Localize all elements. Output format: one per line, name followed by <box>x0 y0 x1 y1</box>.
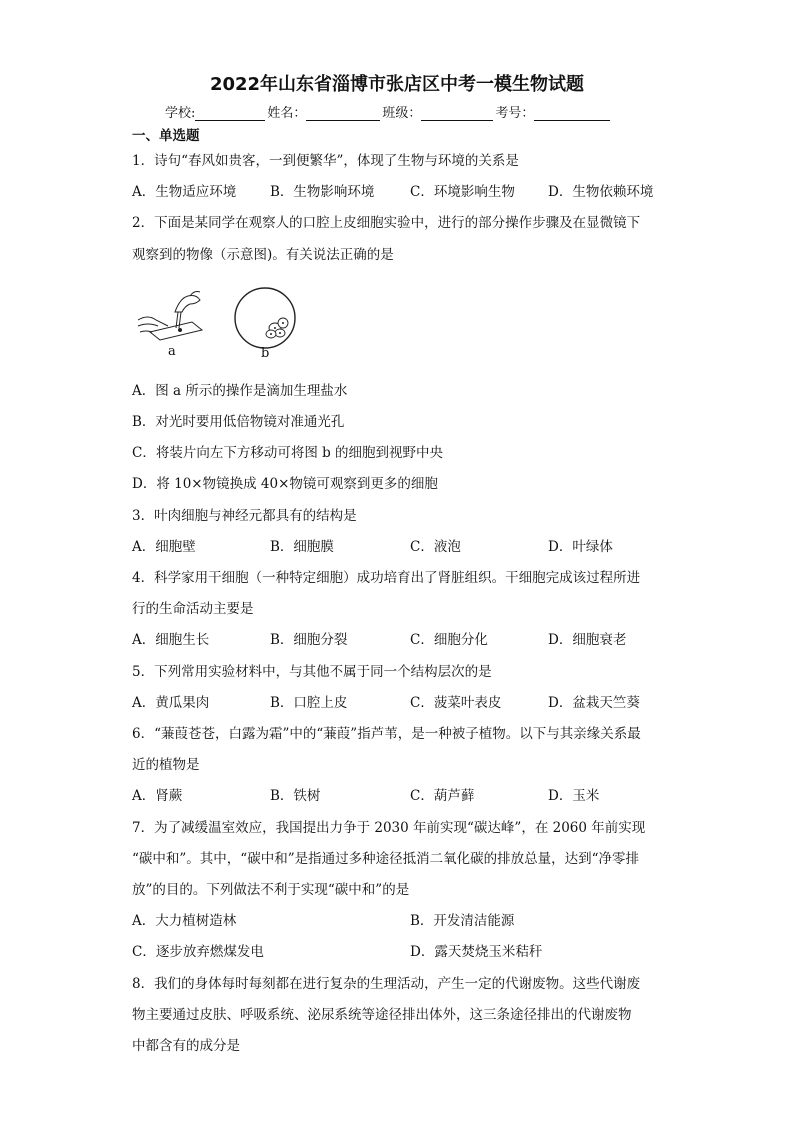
student-info-row <box>165 102 612 121</box>
q3-option-d[interactable]: D．叶绿体 <box>548 539 613 555</box>
q5-option-b[interactable]: B．口腔上皮 <box>270 695 348 711</box>
q2-option-c[interactable]: C．将装片向左下方移动可将图 b 的细胞到视野中央 <box>132 445 444 461</box>
q7-option-c[interactable]: C．逐步放弃燃煤发电 <box>132 944 264 960</box>
q5-option-d[interactable]: D．盆栽天竺葵 <box>548 695 640 711</box>
q2-figure <box>130 282 310 364</box>
q8-stem-line3: 中都含有的成分是 <box>132 1038 240 1054</box>
q3-option-c[interactable]: C．液泡 <box>410 539 461 555</box>
q7-option-a[interactable]: A．大力植树造林 <box>132 913 237 929</box>
q4-option-b[interactable]: B．细胞分裂 <box>270 632 348 648</box>
q4-stem-line2: 行的生命活动主要是 <box>132 601 254 617</box>
q4-option-c[interactable]: C．细胞分化 <box>410 632 488 648</box>
exam-no-blank[interactable] <box>534 106 610 121</box>
q5-option-c[interactable]: C．菠菜叶表皮 <box>410 695 502 711</box>
name-blank[interactable] <box>306 106 380 121</box>
q6-stem-line2: 近的植物是 <box>132 757 200 773</box>
school-label: 学校: <box>165 106 196 121</box>
q7-option-b[interactable]: B．开发清洁能源 <box>410 913 515 929</box>
q2-option-a[interactable]: A．图 a 所示的操作是滴加生理盐水 <box>132 383 348 399</box>
q2-stem-line2: 观察到的物像（示意图)。有关说法正确的是 <box>132 247 394 263</box>
figure-b-label: b <box>261 346 270 361</box>
q4-option-d[interactable]: D．细胞衰老 <box>548 632 627 648</box>
figure-a-label: a <box>168 344 176 359</box>
name-label: 姓名： <box>267 106 307 121</box>
q7-stem-line1: 7．为了减缓温室效应，我国提出力争于 2030 年前实现“碳达峰”，在 2060 年前实现 <box>132 820 646 836</box>
q2-stem-line1: 2．下面是某同学在观察人的口腔上皮细胞实验中，进行的部分操作步骤及在显微镜下 <box>132 215 641 231</box>
class-label: 班级： <box>382 106 422 121</box>
q1-option-d[interactable]: D．生物依赖环境 <box>548 184 654 200</box>
page-title: 2022年山东省淄博市张店区中考一模生物试题 <box>209 74 585 95</box>
q6-option-c[interactable]: C．葫芦藓 <box>410 788 475 804</box>
exam-no-label: 考号： <box>495 106 535 121</box>
q2-option-d[interactable]: D．将 10×物镜换成 40×物镜可观察到更多的细胞 <box>132 476 438 492</box>
q8-stem-line2: 物主要通过皮肤、呼吸系统、泌尿系统等途径排出体外，这三条途径排出的代谢废物 <box>132 1007 632 1023</box>
q1-stem: 1．诗句“春风如贵客，一到便繁华”，体现了生物与环境的关系是 <box>132 153 519 169</box>
q1-option-c[interactable]: C．环境影响生物 <box>410 184 515 200</box>
q5-stem: 5．下列常用实验材料中，与其他不属于同一个结构层次的是 <box>132 664 492 680</box>
q8-stem-line1: 8．我们的身体每时每刻都在进行复杂的生理活动，产生一定的代谢废物。这些代谢废 <box>132 976 641 992</box>
q6-stem-line1: 6．“蒹葭苍苍，白露为霜”中的“蒹葭”指芦苇，是一种被子植物。以下与其亲缘关系最 <box>132 726 641 742</box>
q2-figure-illustration <box>130 282 310 364</box>
q4-stem-line1: 4．科学家用干细胞（一种特定细胞）成功培育出了肾脏组织。干细胞完成该过程所进 <box>132 570 641 586</box>
q7-option-d[interactable]: D．露天焚烧玉米秸秆 <box>410 944 543 960</box>
q3-option-a[interactable]: A．细胞壁 <box>132 539 196 555</box>
q7-stem-line2: “碳中和”。其中，“碳中和”是指通过多种途径抵消二氧化碳的排放总量，达到“净零排 <box>132 851 640 867</box>
class-blank[interactable] <box>421 106 493 121</box>
q1-option-a[interactable]: A．生物适应环境 <box>132 184 237 200</box>
q5-option-a[interactable]: A．黄瓜果肉 <box>132 695 210 711</box>
school-blank[interactable] <box>195 106 265 121</box>
q6-option-b[interactable]: B．铁树 <box>270 788 321 804</box>
q7-stem-line3: 放”的目的。下列做法不利于实现“碳中和”的是 <box>132 882 410 898</box>
q6-option-d[interactable]: D．玉米 <box>548 788 600 804</box>
q3-stem: 3．叶肉细胞与神经元都具有的结构是 <box>132 508 357 524</box>
q3-option-b[interactable]: B．细胞膜 <box>270 539 334 555</box>
q6-option-a[interactable]: A．肾蕨 <box>132 788 183 804</box>
section-heading: 一、单选题 <box>132 128 200 144</box>
q1-option-b[interactable]: B．生物影响环境 <box>270 184 375 200</box>
q2-option-b[interactable]: B．对光时要用低倍物镜对准通光孔 <box>132 414 345 430</box>
q4-option-a[interactable]: A．细胞生长 <box>132 632 210 648</box>
